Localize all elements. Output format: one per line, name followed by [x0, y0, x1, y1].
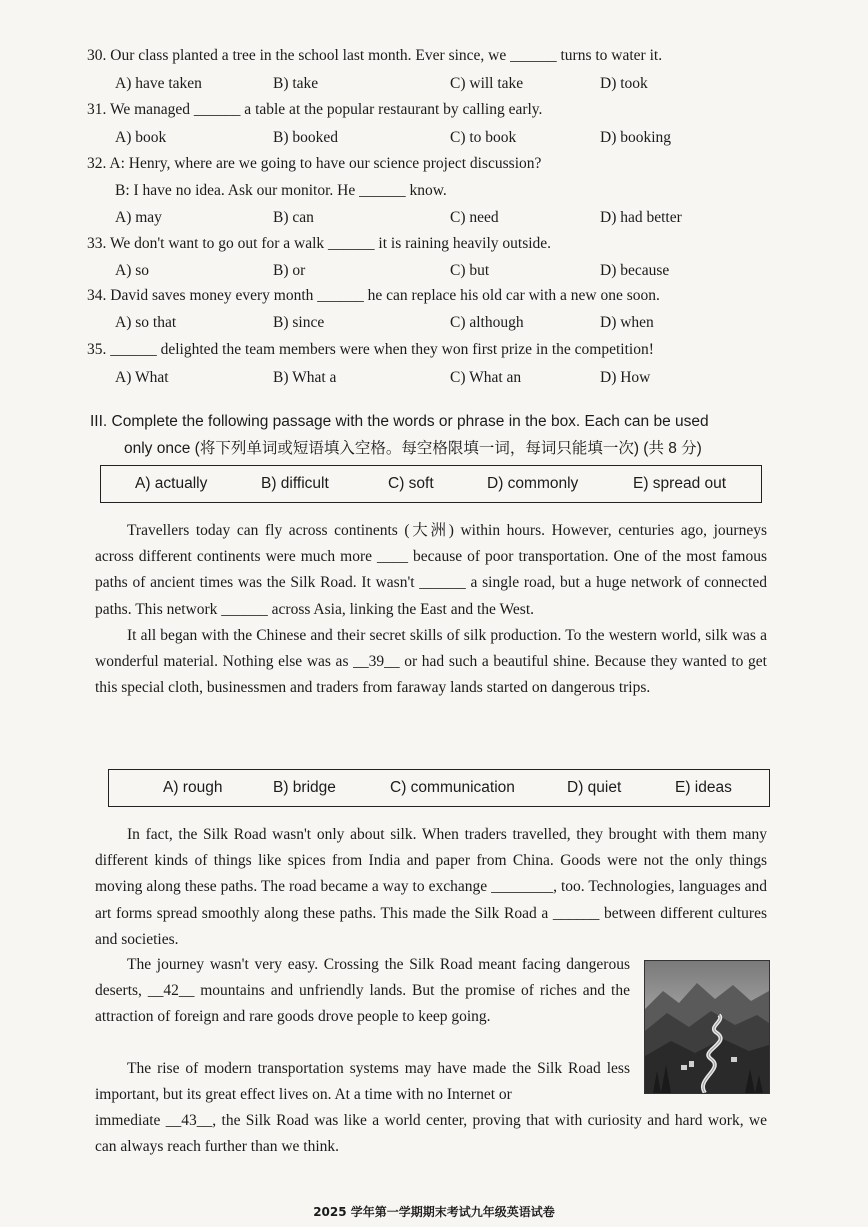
option-b: B) What a: [273, 369, 337, 386]
option-d: D) when: [600, 314, 654, 331]
option-b: B) since: [273, 314, 325, 331]
page-footer: 2025 学年第一学期期末考试九年级英语试卷: [313, 1205, 555, 1219]
question-31: 31. We managed ______ a table at the popular restaurant by calling early.: [87, 101, 543, 118]
option-a: A) may: [115, 209, 162, 226]
silk-road-landscape-illustration: [644, 960, 770, 1094]
passage-paragraph-5-end: immediate __43__, the Silk Road was like a world center, proving that with curiosity and hard work, we can always reach further than we think.: [95, 1112, 767, 1156]
option-a: A) book: [115, 129, 167, 146]
option-d: D) took: [600, 75, 648, 92]
section-3-title-line1: III. Complete the following passage with the words or phrase in the box. Each can be used: [90, 413, 709, 430]
word-box-1-item-a: A) actually: [135, 475, 208, 492]
option-a: A) What: [115, 369, 169, 386]
question-33-options: [115, 262, 755, 282]
question-32-options: [115, 209, 755, 229]
option-a: A) have taken: [115, 75, 202, 92]
question-35: 35. ______ delighted the team members were when they won first prize in the competition!: [87, 341, 654, 358]
word-box-1: [100, 465, 762, 503]
passage-paragraph-4: The journey wasn't very easy. Crossing the Silk Road meant facing dangerous deserts, __42__ mountains and unfriendly lands. But the promise of riches and the attraction of foreign and rare goods drove people to keep going.: [95, 956, 630, 1026]
option-c: C) to book: [450, 129, 517, 146]
option-b: B) can: [273, 209, 314, 226]
section-3-title-line2: only once (将下列单词或短语填入空格。每空格限填一词，每词只能填一次) (共 8 分): [124, 440, 702, 457]
passage-part-1: [95, 518, 767, 701]
question-33: 33. We don't want to go out for a walk ______ it is raining heavily outside.: [87, 235, 552, 252]
option-d: D) How: [600, 369, 651, 386]
option-d: D) booking: [600, 129, 672, 146]
option-c: C) although: [450, 314, 524, 331]
word-box-2: [108, 769, 770, 807]
option-c: C) What an: [450, 369, 522, 386]
option-d: D) because: [600, 262, 670, 279]
word-box-1-item-e: E) spread out: [633, 475, 727, 492]
question-30-options: [115, 75, 755, 95]
question-34-options: [115, 314, 755, 334]
question-32: 32. A: Henry, where are we going to have our science project discussion?: [87, 155, 542, 172]
section-3-title: [90, 408, 780, 462]
question-35-options: [115, 369, 755, 389]
option-a: A) so that: [115, 314, 177, 331]
option-b: B) or: [273, 262, 306, 279]
word-box-1-item-d: D) commonly: [487, 475, 579, 492]
passage-paragraph-3: In fact, the Silk Road wasn't only about silk. When traders travelled, they brought with them many different kinds of things like spices from India and paper from China. Goods were not the only things moving along these paths. The road became a way to exchange ________, too. Technologies, languages and art forms spread smoothly along these paths. This made the Silk Road a ______ between different cultures and societies.: [95, 826, 767, 948]
option-b: B) take: [273, 75, 319, 92]
option-c: C) need: [450, 209, 499, 226]
option-c: C) but: [450, 262, 490, 279]
option-b: B) booked: [273, 129, 339, 146]
passage-paragraph-1: Travellers today can fly across continents (大洲) within hours. However, centuries ago, journeys across different continents were much more ____ because of poor transportation. One of the most famous paths of ancient times was the Silk Road. It wasn't ______ a single road, but a huge network of connected paths. This network ______ across Asia, linking the East and the West.: [95, 522, 767, 618]
question-32-line2: B: I have no idea. Ask our monitor. He ______ know.: [115, 182, 447, 199]
option-c: C) will take: [450, 75, 524, 92]
word-box-2-item-a: A) rough: [163, 779, 223, 796]
word-box-1-item-c: C) soft: [388, 475, 434, 492]
passage-paragraph-5-start: The rise of modern transportation systems may have made the Silk Road less important, but its great effect lives on. At a time with no Internet or: [95, 1060, 630, 1104]
word-box-2-item-d: D) quiet: [567, 779, 622, 796]
option-a: A) so: [115, 262, 150, 279]
word-box-2-item-b: B) bridge: [273, 779, 336, 796]
option-d: D) had better: [600, 209, 682, 226]
question-30: 30. Our class planted a tree in the school last month. Ever since, we ______ turns to water it.: [87, 47, 663, 64]
word-box-1-item-b: B) difficult: [261, 475, 329, 492]
word-box-2-item-c: C) communication: [390, 779, 515, 796]
question-31-options: [115, 129, 755, 149]
passage-paragraph-2: It all began with the Chinese and their secret skills of silk production. To the western world, silk was a wonderful material. Nothing else was as __39__ or had such a beautiful shine. Because they wanted to get this special cloth, businessmen and traders from faraway lands started on dangerous trips.: [95, 626, 767, 697]
question-34: 34. David saves money every month ______ he can replace his old car with a new one soon.: [87, 287, 660, 304]
word-box-2-item-e: E) ideas: [675, 779, 732, 796]
